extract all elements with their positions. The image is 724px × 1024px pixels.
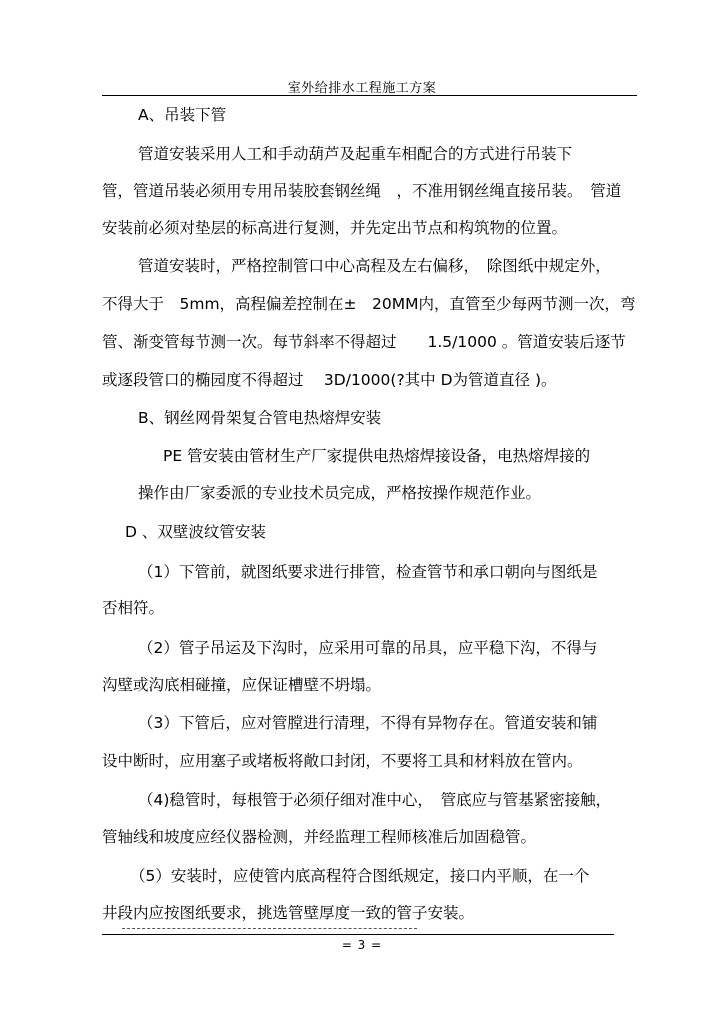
list-item-line: 管轴线和坡度应经仪器检测，并经监理工程师核准后加固稳管。 [102, 828, 537, 846]
section-heading-a: A、吊装下管 [138, 106, 227, 124]
paragraph-line: 管道安装采用人工和手动葫芦及起重车相配合的方式进行吊装下 [138, 145, 573, 163]
list-item-line: （2）管子吊运及下沟时，应采用可靠的吊具，应平稳下沟，不得与 [138, 639, 598, 657]
paragraph-line: 管道安装时，严格控制管口中心高程及左右偏移， 除图纸中规定外， [138, 257, 611, 275]
list-item-line: （3）下管后，应对管膛进行清理，不得有异物存在。管道安装和铺 [138, 714, 598, 732]
list-item-line: （1）下管前，就图纸要求进行排管，检查管节和承口朝向与图纸是 [138, 563, 598, 581]
list-item-line: （5）安装时，应使管内底高程符合图纸规定，接口内平顺，在一个 [130, 867, 590, 885]
list-item-line: 设中断时，应用塞子或堵板将敞口封闭，不要将工具和材料放在管内。 [102, 752, 583, 770]
paragraph-line: 管，管道吊装必须用专用吊装胶套钢丝绳 ，不准用钢丝绳直接吊装。 管道 [102, 182, 622, 200]
list-item-line: 沟壁或沟底相碰撞，应保证槽壁不坍塌。 [102, 676, 382, 694]
footer-rule [102, 934, 614, 935]
header-rule [102, 95, 637, 96]
paragraph-line: 或逐段管口的椭园度不得超过 3D/1000(?其中 D为管道直径 )。 [102, 371, 557, 389]
paragraph-line: 不得大于 5mm，高程偏差控制在± 20MM内，直管至少每两节测一次，弯 [102, 295, 636, 313]
paragraph-line: 操作由厂家委派的专业技术员完成，严格按操作规范作业。 [138, 484, 542, 502]
page-number: = 3 = [341, 938, 383, 952]
list-item-line: （4)稳管时，每根管于必须仔细对准中心， 管底应与管基紧密接触， [138, 791, 612, 809]
list-item-line: 否相符。 [102, 599, 165, 617]
paragraph-line: 管、渐变管每节测一次。每节斜率不得超过 1.5/1000 。管道安装后逐节 [102, 333, 626, 351]
paragraph-line: PE 管安装由管材生产厂家提供电热熔焊接设备，电热熔焊接的 [163, 447, 591, 465]
section-heading-d: D 、双壁波纹管安装 [125, 523, 266, 541]
section-heading-b: B、钢丝网骨架复合管电热熔焊安装 [138, 409, 382, 427]
paragraph-line: 安装前必须对垫层的标高进行复测，并先定出节点和构筑物的位置。 [102, 219, 568, 237]
document-header-title: 室外给排水工程施工方案 [287, 81, 437, 96]
list-item-line: 井段内应按图纸要求，挑选管壁厚度一致的管子安装。 [102, 904, 475, 922]
footer-dashed-rule [122, 928, 417, 929]
